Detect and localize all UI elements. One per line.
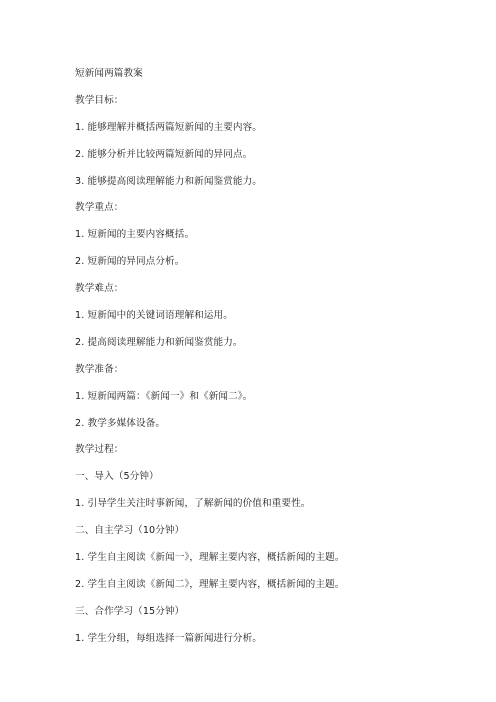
section-heading-process: 教学过程： <box>75 444 124 456</box>
text-line: 1. 短新闻的主要内容概括。 <box>75 229 195 241</box>
text-line: 2. 提高阅读理解能力和新闻鉴赏能力。 <box>75 336 243 348</box>
subsection-heading: 一、导入（5分钟） <box>75 471 159 483</box>
document-body <box>75 66 475 658</box>
section-heading-key-points: 教学重点： <box>75 202 124 214</box>
text-line: 2. 学生自主阅读《新闻二》，理解主要内容，概括新闻的主题。 <box>75 578 345 590</box>
document-title: 短新闻两篇教案 <box>75 68 143 79</box>
subsection-heading: 三、合作学习（15分钟） <box>75 605 185 617</box>
text-line: 2. 短新闻的异同点分析。 <box>75 256 185 268</box>
text-line: 1. 学生分组，每组选择一篇新闻进行分析。 <box>75 632 262 644</box>
subsection-heading: 二、自主学习（10分钟） <box>75 525 185 537</box>
text-line: 1. 短新闻两篇：《新闻一》和《新闻二》。 <box>75 390 253 402</box>
text-line: 2. 教学多媒体设备。 <box>75 417 166 429</box>
section-heading-difficulties: 教学难点： <box>75 283 124 295</box>
section-heading-objectives: 教学目标： <box>75 94 124 106</box>
text-line: 1. 引导学生关注时事新闻，了解新闻的价值和重要性。 <box>75 498 311 510</box>
text-line: 1. 学生自主阅读《新闻一》，理解主要内容，概括新闻的主题。 <box>75 552 345 564</box>
text-line: 1. 能够理解并概括两篇短新闻的主要内容。 <box>75 121 262 133</box>
text-line: 2. 能够分析并比较两篇短新闻的异同点。 <box>75 148 253 160</box>
text-line: 3. 能够提高阅读理解能力和新闻鉴赏能力。 <box>75 175 262 187</box>
text-line: 1. 短新闻中的关键词语理解和运用。 <box>75 310 233 322</box>
section-heading-preparation: 教学准备： <box>75 363 124 375</box>
